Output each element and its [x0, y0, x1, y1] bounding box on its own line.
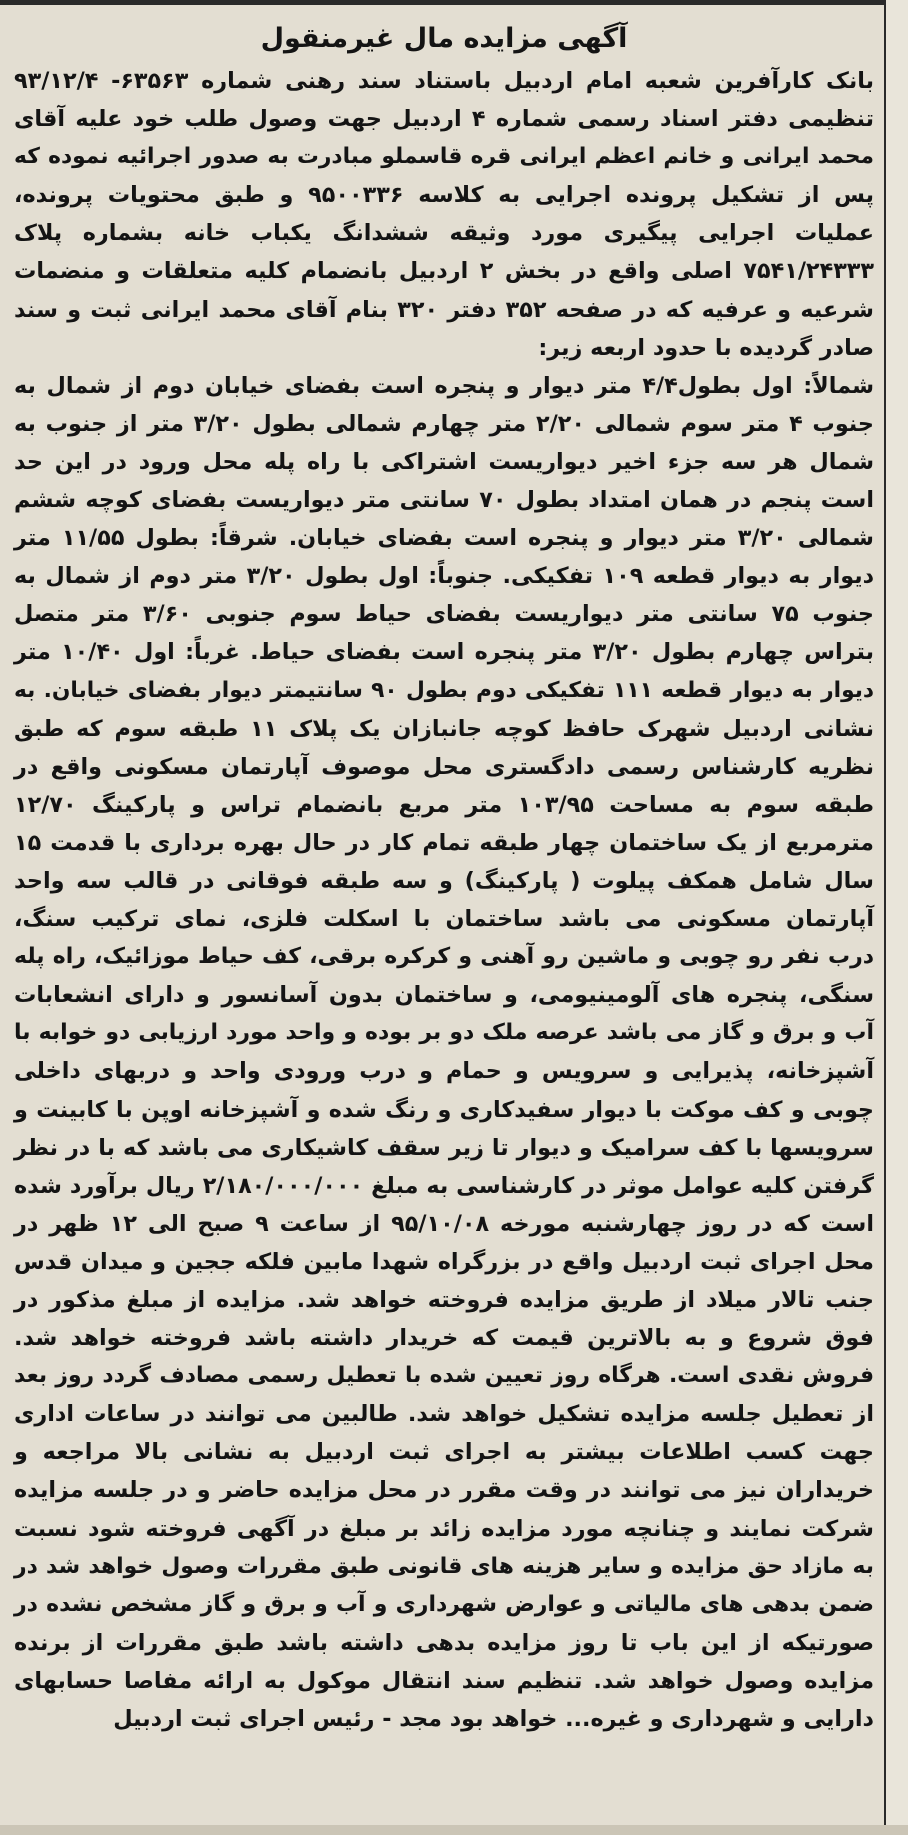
notice-line: است پنجم در همان امتداد بطول ۷۰ سانتی متر دیواریست بفضای کوچه ششم: [14, 487, 874, 514]
notice-line: محمد ایرانی و خانم اعظم ایرانی قره قاسملو مبادرت به صدور اجرائیه نموده که: [14, 144, 874, 170]
notice-line: شرعیه و عرفیه که در صفحه ۳۵۲ دفتر ۳۲۰ بنام آقای محمد ایرانی ثبت و سند: [14, 296, 874, 323]
notice-line: عملیات اجرایی پیگیری مورد وثیقه ششدانگ یکباب خانه بشماره پلاک: [14, 220, 874, 247]
auction-notice: [14, 18, 874, 1738]
notice-line: ۷۵۴۱/۲۴۳۳۳ اصلی واقع در بخش ۲ اردبیل بانضمام کلیه متعلقات و منضمات: [14, 258, 875, 285]
notice-signature-line: دارایی و شهرداری و غیره... خواهد بود مجد - رئیس اجرای ثبت اردبیل: [113, 1706, 874, 1733]
notice-line: جنوب ۷۵ سانتی متر دیواریست بفضای حیاط سوم جنوبی ۳/۶۰ متر متصل: [14, 601, 874, 628]
notice-line: آب و برق و گاز می باشد عرصه ملک دو بر بوده و واحد مورد ارزیابی دو خوابه با: [14, 1020, 874, 1046]
notice-line: سال شامل همکف پیلوت ( پارکینگ) و سه طبقه فوقانی در قالب سه واحد: [14, 867, 874, 894]
notice-line: درب نفر رو چوبی و ماشین رو آهنی و کرکره برقی، کف حیاط موزائیک، راه پله: [14, 944, 874, 970]
notice-line: جهت کسب اطلاعات بیشتر به اجرای ثبت اردبیل به نشانی بالا مراجعه و: [14, 1439, 874, 1466]
notice-line: فوق شروع و به بالاترین قیمت که خریدار داشته باشد فروخته خواهد شد.: [14, 1325, 874, 1352]
notice-line: مترمربع از یک ساختمان چهار طبقه تمام کار در حال بهره برداری با قدمت ۱۵: [14, 829, 874, 856]
notice-line: سرویسها با کف سرامیک و دیوار تا زیر سقف کاشیکاری می باشد که با در نظر: [14, 1134, 874, 1161]
notice-line: است که در روز چهارشنبه مورخه ۹۵/۱۰/۰۸ از ساعت ۹ صبح الی ۱۲ ظهر در: [14, 1210, 875, 1237]
notice-line: صادر گردیده با حدود اربعه زیر:: [538, 334, 874, 361]
notice-line: شمالاً: اول بطول۴/۴ متر دیوار و پنجره است بفضای خیابان دوم از شمال به: [14, 372, 874, 399]
notice-line: بتراس چهارم بطول ۳/۲۰ متر پنجره است بفضای حیاط. غرباً: اول ۱۰/۴۰ متر: [14, 639, 874, 666]
notice-line: چوبی و کف موکت با دیوار سفیدکاری و رنگ شده و آشپزخانه اوپن با کابینت و: [14, 1096, 874, 1123]
notice-line: سنگی، پنجره های آلومینیومی، و ساختمان بدون آسانسور و دارای انشعابات: [14, 982, 874, 1009]
notice-line: شمالی ۳/۲۰ متر دیوار و پنجره است بفضای خیابان. شرقاً: بطول ۱۱/۵۵ متر: [14, 525, 874, 552]
notice-line: پس از تشکیل پرونده اجرایی به کلاسه ۹۵۰۰۳۳۶ و طبق محتویات پرونده،: [14, 182, 875, 209]
notice-body: [14, 62, 874, 1738]
notice-line: بانک کارآفرین شعبه امام اردبیل باستناد سند رهنی شماره ۶۳۵۶۳- ۹۳/۱۲/۴: [14, 68, 874, 94]
notice-line: محل اجرای ثبت اردبیل واقع در بزرگراه شهدا مابین فلکه ججین و میدان قدس: [14, 1248, 874, 1275]
notice-line: گرفتن کلیه عوامل موثر در کارشناسی به مبلغ ۲/۱۸۰/۰۰۰/۰۰۰ ریال برآورد شده: [14, 1172, 874, 1199]
notice-line: شرکت نمایند و چنانچه مورد مزایده زائد بر مبلغ در آگهی فروخته شود نسبت: [14, 1515, 874, 1542]
right-column-margin: [884, 0, 908, 1835]
notice-line: نظریه کارشناس رسمی دادگستری محل موصوف آپارتمان مسکونی واقع در: [14, 753, 874, 780]
notice-title: آگهی مزایده مال غیرمنقول: [260, 23, 628, 54]
notice-line: مزایده وصول خواهد شد. تنظیم سند انتقال موکول به ارائه مفاصا حسابهای: [14, 1667, 874, 1694]
notice-line: آپارتمان مسکونی می باشد ساختمان با اسکلت فلزی، نمای ترکیب سنگ،: [14, 906, 874, 933]
notice-line: دیوار به دیوار قطعه ۱۰۹ تفکیکی. جنوباً: اول بطول ۳/۲۰ متر دوم از شمال به: [14, 563, 875, 590]
notice-line: آشپزخانه، پذیرایی و سرویس و حمام و درب ورودی واحد و دربهای داخلی: [14, 1058, 874, 1085]
notice-line: خریداران نیز می توانند در وقت مقرر در محل مزایده حاضر و در جلسه مزایده: [14, 1477, 874, 1504]
notice-line: فروش نقدی است. هرگاه روز تعیین شده با تعطیل رسمی مصادف گردد روز بعد: [14, 1363, 874, 1389]
notice-line: جنوب ۴ متر سوم شمالی ۲/۲۰ متر چهارم شمالی بطول ۳/۲۰ متر از جنوب به: [14, 410, 874, 437]
notice-line: ضمن بدهی های مالیاتی و عوارض شهرداری و آب و برق و گاز مشخص نشده در: [14, 1591, 874, 1617]
notice-line: به مازاد حق مزایده و سایر هزینه های قانونی طبق مقررات وصول خواهد شد در: [14, 1553, 874, 1579]
notice-line: شمال هر سه جزء اخیر دیواریست اشتراکی با راه پله محل ورود در این حد: [14, 448, 874, 475]
notice-line: نشانی اردبیل شهرک حافظ کوچه جانبازان یک پلاک ۱۱ طبقه سوم که طبق: [14, 715, 874, 742]
notice-line: صورتیکه از این باب تا روز مزایده بدهی داشته باشد طبق مقررات از برنده: [14, 1629, 874, 1656]
notice-line: دیوار به دیوار قطعه ۱۱۱ تفکیکی دوم بطول ۹۰ سانتیمتر دیوار بفضای خیابان. به: [14, 677, 875, 703]
top-border-rule: [0, 0, 908, 5]
notice-line: جنب تالار میلاد از طریق مزایده فروخته خواهد شد. مزایده از مبلغ مذکور در: [14, 1287, 874, 1313]
bottom-edge: [0, 1825, 908, 1835]
notice-line: تنظیمی دفتر اسناد رسمی شماره ۴ اردبیل جهت وصول طلب خود علیه آقای: [14, 106, 874, 133]
notice-line: از تعطیل جلسه مزایده تشکیل خواهد شد. طالبین می توانند در ساعات اداری: [14, 1401, 874, 1428]
notice-line: طبقه سوم به مساحت ۱۰۳/۹۵ متر مربع بانضمام تراس و پارکینگ ۱۲/۷۰: [14, 791, 874, 818]
